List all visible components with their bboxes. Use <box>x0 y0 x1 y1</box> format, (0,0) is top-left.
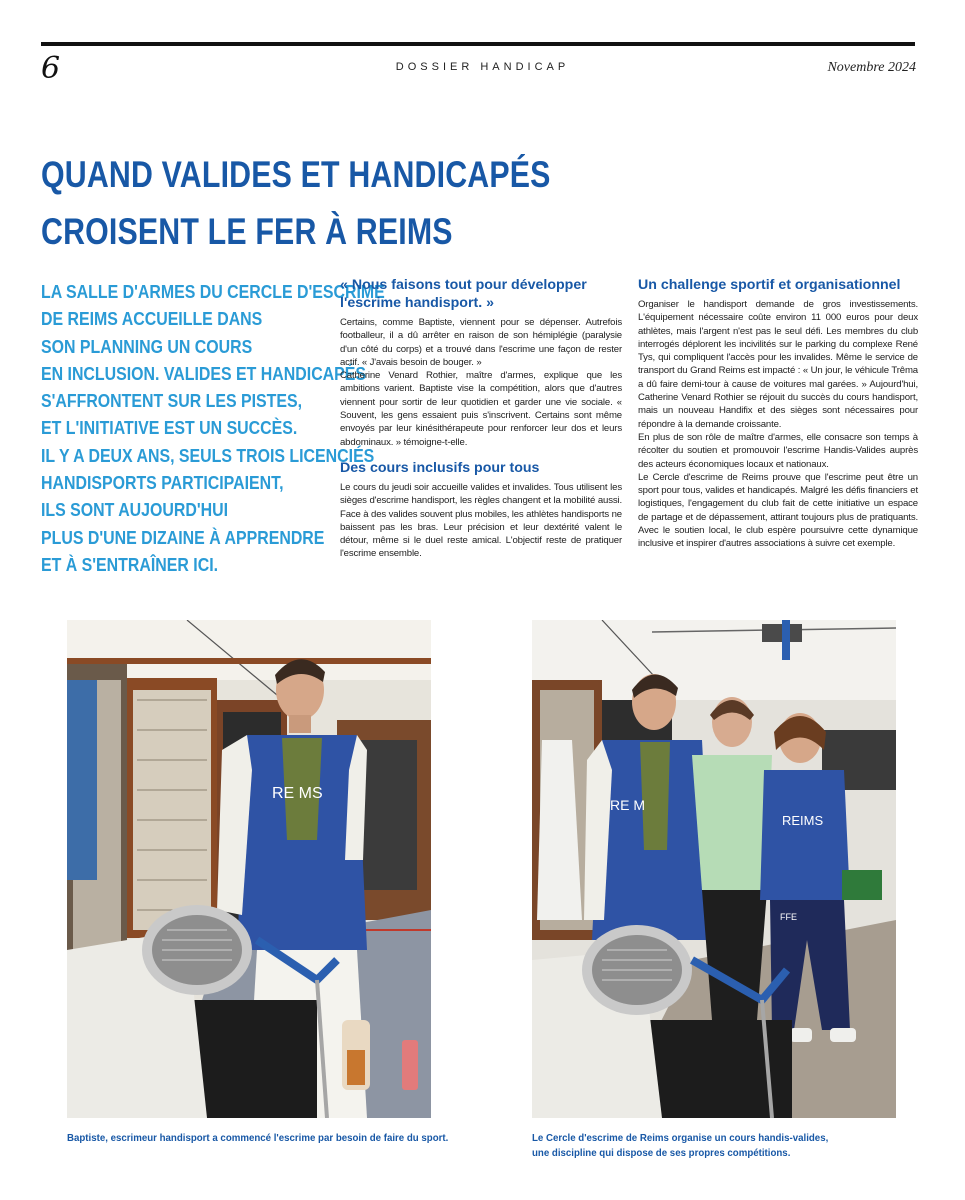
body-paragraph: En plus de son rôle de maître d'armes, elle consacre son temps à récolter du soutien et promouvoir l'escrime Handis-Valides auprès des acteurs économiques locaux et nationaux. <box>638 431 918 470</box>
body-paragraph: Le cours du jeudi soir accueille valides et invalides. Tous utilisent les sièges d'escrime handisport, les règles changent et la mobilité aussi. Face à des valides souvent plus mobiles, les athlètes handisports ne baissent pas les bras. Leur précision et leur dextérité valent le détour, même si le duel reste amical. L'objectif reste de pratiquer l'escrime ensemble. <box>340 481 622 560</box>
header-rule <box>41 42 915 46</box>
jacket-lettering: RE M <box>610 797 645 813</box>
photo-group-illustration <box>532 620 896 1118</box>
lede-line: IL Y A DEUX ANS, SEULS TROIS LICENCIÉS <box>41 444 375 466</box>
photo-caption <box>532 1132 912 1161</box>
page-number: 6 <box>41 51 61 86</box>
article-column-2 <box>638 276 918 551</box>
lede-line: LA SALLE D'ARMES DU CERCLE D'ESCRIME <box>41 281 385 302</box>
lede-line: ET À S'ENTRAÎNER ICI. <box>41 553 219 575</box>
jacket-lettering: RE MS <box>272 785 323 802</box>
lede-line: PLUS D'UNE DIZAINE À APPRENDRE <box>41 526 325 548</box>
lede-line: EN INCLUSION. VALIDES ET HANDICAPÉS <box>41 362 367 384</box>
issue-date: Novembre 2024 <box>827 60 916 75</box>
body-paragraph: Le Cercle d'escrime de Reims prouve que l'escrime peut être un sport pour tous, valides et handicapés. Malgré les défis financiers et logistiques, l'engagement du club fait de cette initiative un espace de partage et de dépassement, attirant toujours plus de pratiquants. Avec le soutien local, le club espère poursuivre cette dynamique inclusive et inspirer d'autres associations à suivre cet exemple. <box>638 471 918 550</box>
article-lede <box>41 278 385 578</box>
photo-baptiste-illustration <box>67 620 431 1118</box>
lede-line: HANDISPORTS PARTICIPAIENT, <box>41 472 284 494</box>
column-subheading: Un challenge sportif et organisationnel <box>638 277 901 293</box>
body-paragraph: Certains, comme Baptiste, viennent pour se dépenser. Autrefois footballeur, il a dû arrêter en raison de son hémiplégie (paralysie d'un côté du corps) et a trouvé dans l'escrime une façon de rester actif. « J'avais besoin de bouger. » <box>340 317 622 368</box>
section-label: DOSSIER HANDICAP <box>395 61 570 73</box>
caption-line: Le Cercle d'escrime de Reims organise un cours handis-valides, <box>532 1133 829 1144</box>
headline-line: QUAND VALIDES ET HANDICAPÉS <box>41 154 551 195</box>
caption-line: une discipline qui dispose de ses propres compétitions. <box>532 1147 791 1159</box>
photo-caption: Baptiste, escrimeur handisport a commencé l'escrime par besoin de faire du sport. <box>67 1133 449 1144</box>
lede-line: ILS SONT AUJOURD'HUI <box>41 499 229 521</box>
lede-line: ET L'INITIATIVE EST UN SUCCÈS. <box>41 417 298 439</box>
photo-group <box>532 620 896 1118</box>
jacket-lettering: REIMS <box>782 813 824 828</box>
pants-lettering: FFE <box>780 912 797 922</box>
article-headline <box>41 146 551 260</box>
photo-baptiste <box>67 620 431 1118</box>
article-column-1 <box>340 276 622 561</box>
body-paragraph: Catherine Venard Rothier, maître d'armes, explique que les ambitions varient. Baptiste vise la compétition, alors que d'autres viennent pour sortir de leur quotidien et garder une vie sociale. « Souvent, les gens essaient puis s'inscrivent. Certains sont même envoyés par leur kinésithérapeute pour renforcer leur dos et leurs abdominaux. » témoigne-t-elle. <box>340 370 622 448</box>
body-paragraph: Organiser le handisport demande de gros investissements. L'équipement nécessaire coûte environ 11 000 euros pour deux athlètes, mais l'argent n'est pas le seul défi. Les membres du club interrogés déplorent les incivilités sur le parking du complexe René Tys, qui compliquent l'accès pour les invalides. Même le service de transport du Grand Reims est impacté : « Un jour, le véhicule Trêma a dû faire demi-tour à cause de voitures mal garées. » Aujourd'hui, Catherine Venard Rothier se réjouit du succès du cours handisport, mais un nouveau Handifix et des sièges sont nécessaires pour répondre à la demande croissante. <box>638 299 918 430</box>
headline-line: CROISENT LE FER À REIMS <box>41 211 453 252</box>
column-subheading: Des cours inclusifs pour tous <box>340 459 540 476</box>
lede-line: DE REIMS ACCUEILLE DANS <box>41 308 263 330</box>
lede-line: S'AFFRONTENT SUR LES PISTES, <box>41 390 303 412</box>
column-subheading: « Nous faisons tout pour développer l'escrime handisport. » <box>340 277 587 311</box>
lede-line: SON PLANNING UN COURS <box>41 335 253 357</box>
